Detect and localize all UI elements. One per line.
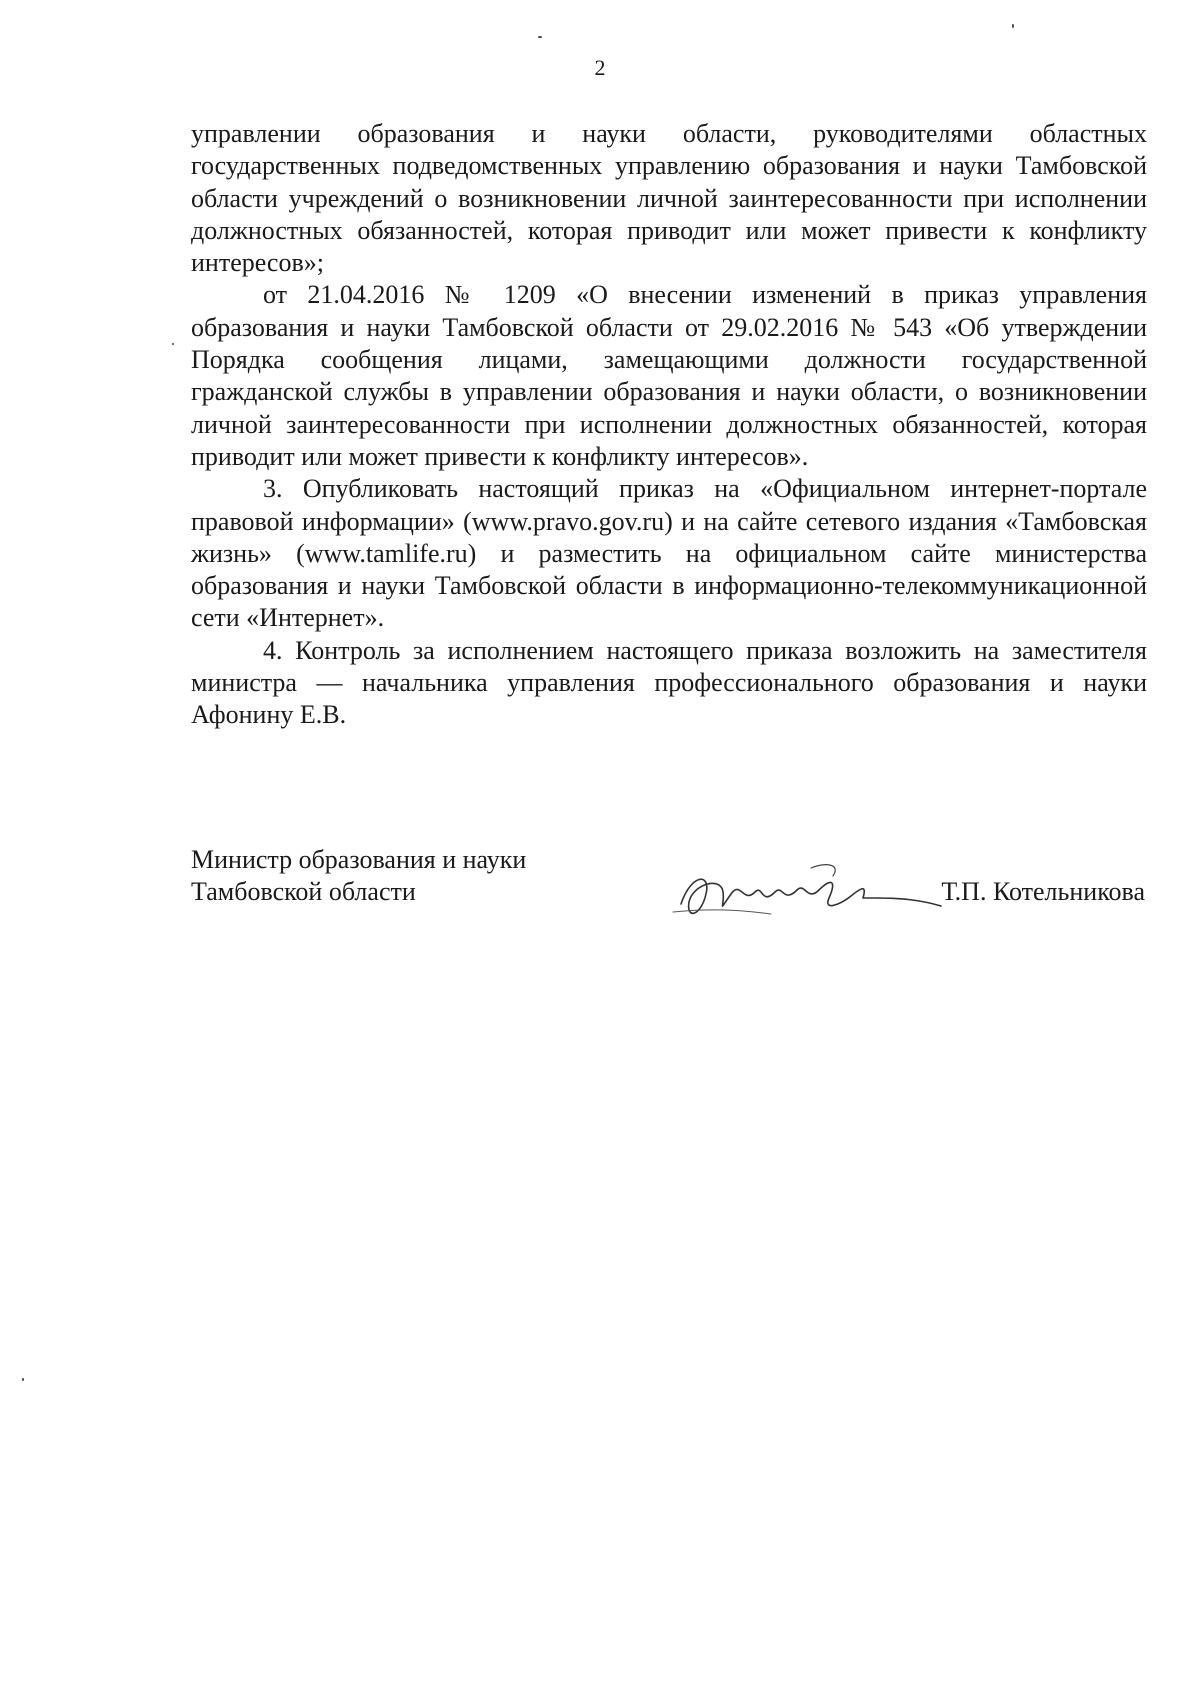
scan-speck	[172, 343, 174, 345]
signatory-title-line-2: Тамбовской области	[191, 877, 416, 907]
page-number: 2	[594, 55, 606, 80]
signatory-title-line-1: Министр образования и науки	[191, 845, 527, 874]
scan-speck	[22, 1378, 24, 1381]
scan-speck	[1012, 24, 1014, 28]
paragraph-item-4-control: 4. Контроль за исполнением настоящего приказа возложить на заместителя министра — начальника управления профессионального образования и науки Афонину Е.В.	[191, 635, 1147, 730]
paragraph-order-1209: от 21.04.2016 № 1209 «О внесении изменений в приказ управления образования и науки Тамбовской области от 29.02.2016 № 543 «Об утверждении Порядка сообщения лицами, замещающими должности государственной гражданской службы в управлении образования и науки области, о возникновении личной заинтересованности при исполнении должностных обязанностей, которая приводит или может привести к конфликту интересов».	[191, 280, 1147, 471]
scan-speck	[538, 36, 542, 38]
signatory-title	[191, 844, 526, 909]
handwritten-signature-icon	[651, 854, 951, 934]
paragraph-continuation: управлении образования и науки области, руководителями областных государственных подведомственных управлению образования и науки Тамбовской области учреждений о возникновении личной заинтересованности при исполнении должностных обязанностей, которая приводит или может привести к конфликту интересов»;	[191, 119, 1147, 278]
document-body	[191, 118, 1147, 732]
signature-block	[191, 844, 1147, 934]
signatory-name: Т.П. Котельникова	[941, 877, 1145, 906]
paragraph-item-3-publish: 3. Опубликовать настоящий приказ на «Официальном интернет-портале правовой информации» (www.pravo.gov.ru) и на сайте сетевого издания «Тамбовская жизнь» (www.tamlife.ru) и разместить на официальном сайте министерства образования и науки Тамбовской области в информационно-телекоммуникационной сети «Интернет».	[191, 474, 1147, 633]
